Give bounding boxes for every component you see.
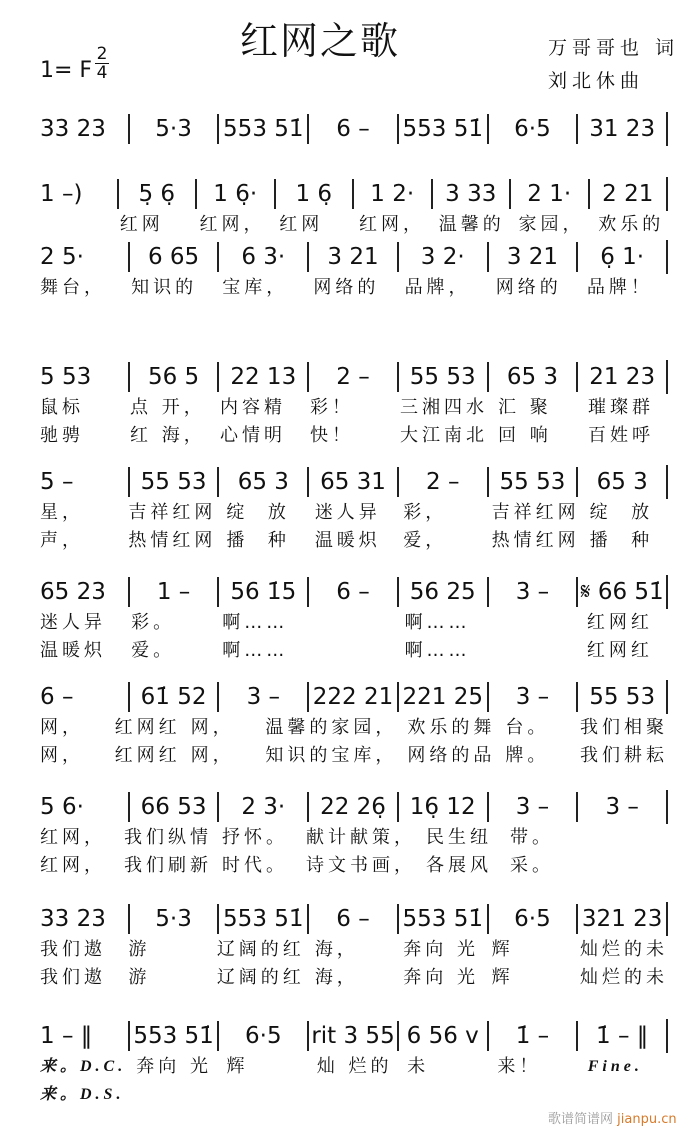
lyric: 红网 — [279, 214, 324, 235]
time-signature — [95, 45, 109, 82]
lyric: 辽阔的红 — [216, 967, 305, 988]
watermark — [548, 1108, 677, 1127]
lyric: 红网 — [119, 214, 164, 235]
lyric: 网， — [40, 745, 84, 766]
lyric: 红网， — [359, 214, 425, 235]
lyric: 民生纽 — [426, 827, 492, 848]
song-title: 红网之歌 — [240, 19, 401, 63]
measure: 5 53 — [40, 364, 92, 390]
lyric-line — [40, 211, 668, 239]
lyric: 啊…… — [404, 640, 471, 661]
lyric — [303, 637, 394, 665]
lyric: 灿烂的未 — [580, 967, 669, 988]
lyric: 未 — [407, 1056, 430, 1077]
measure: 3 21 — [487, 242, 577, 272]
lyric: 来。D.S. — [40, 1086, 125, 1103]
lyric: 鼠标 — [40, 397, 84, 418]
lyric: 牌。 — [505, 745, 550, 766]
score-system — [40, 465, 668, 555]
lyric: 吉祥红网 — [491, 502, 580, 523]
measure: 65 3 — [487, 362, 577, 392]
score-system — [40, 360, 668, 450]
lyric: 温暖炽 — [40, 640, 106, 661]
measure: 56 5 — [128, 362, 218, 392]
lyric: 我们刷新 — [124, 855, 212, 876]
lyric: 网络的 — [313, 277, 380, 298]
measure: 61̇ 52 — [128, 682, 218, 712]
lyric: 我们相聚 — [580, 717, 669, 738]
lyric: 红网红 — [586, 640, 653, 661]
lyric: 来。D.C. — [40, 1058, 127, 1075]
score-system — [40, 112, 668, 146]
time-bottom: 4 — [96, 63, 108, 83]
measure: 22 26̣ — [307, 792, 397, 822]
measure: 3 33 — [431, 179, 510, 209]
lyric: 啊…… — [222, 612, 289, 633]
measure: 6 – — [307, 114, 397, 144]
lyric: 啊…… — [404, 612, 471, 633]
lyric: 宝库， — [222, 277, 289, 298]
lyric — [124, 1081, 215, 1109]
measure: 33 23 — [40, 906, 106, 932]
lyric: 爱。 — [131, 640, 176, 661]
lyric — [303, 609, 394, 637]
measure: 221 25 — [397, 682, 487, 712]
measure: 2 – — [307, 362, 397, 392]
notes-row — [40, 790, 668, 824]
lyric: 璀璨群 — [588, 397, 654, 418]
lyric: 彩！ — [310, 397, 354, 418]
lyric: 台。 — [505, 717, 550, 738]
measure: 1 6̣ — [274, 179, 353, 209]
lyric: 献计献策， — [306, 827, 416, 848]
lyric: 欢乐的 — [598, 214, 665, 235]
measure: 55 53 — [487, 467, 577, 497]
measure: 2 1· — [509, 179, 588, 209]
measure: 6·5 — [487, 114, 577, 144]
lyric: 我们纵情 — [124, 827, 212, 848]
lyric: 温暖炽 — [314, 530, 381, 551]
lyric — [306, 1081, 397, 1109]
notes-row — [40, 240, 668, 274]
lyric-line — [40, 499, 668, 527]
lyricist-credit: 万哥哥也 词 — [548, 37, 680, 59]
lyric: 驰骋 — [40, 425, 84, 446]
lyric: 奔向 光 — [136, 1056, 212, 1077]
lyric — [215, 1081, 306, 1109]
measure: 55 53 — [397, 362, 487, 392]
notes-row — [40, 680, 668, 714]
lyric: 温馨的 — [438, 214, 505, 235]
measure: 66 53 — [128, 792, 218, 822]
lyric-line — [40, 274, 668, 302]
lyric: 红网红 — [114, 717, 181, 738]
measure: 65 31 — [307, 467, 397, 497]
measure: 6 – — [307, 577, 397, 607]
measure: 55 53 — [128, 467, 218, 497]
measure: 5 6· — [40, 794, 84, 820]
lyric — [486, 637, 577, 665]
measure: 6 – — [307, 904, 397, 934]
lyric: 灿 烂的 — [316, 1056, 393, 1077]
lyric: 各展风 — [426, 855, 492, 876]
notes-row — [40, 465, 668, 499]
measure: 3 – — [217, 682, 307, 712]
lyric — [487, 1081, 578, 1109]
lyric: 来！ — [497, 1056, 542, 1077]
lyric-line — [40, 964, 668, 992]
lyric: 品牌， — [404, 277, 471, 298]
measure: 5·3 — [128, 114, 218, 144]
measure: 6·5 — [487, 904, 577, 934]
lyric: 时代。 — [222, 855, 288, 876]
measure: 55 53 — [576, 682, 666, 712]
lyric — [577, 1081, 668, 1109]
lyric: 采。 — [510, 855, 554, 876]
lyric: 海， — [314, 939, 359, 960]
lyric: 点 开， — [130, 397, 206, 418]
watermark-site: jianpu.cn — [617, 1112, 677, 1127]
measure: 6·5 — [217, 1021, 307, 1051]
measure: 22 13 — [217, 362, 307, 392]
lyric: 彩， — [403, 502, 448, 523]
measure: rit 3 55 — [307, 1021, 397, 1051]
lyric: 内容精 — [220, 397, 286, 418]
lyric: 大江南北 — [400, 425, 488, 446]
lyric-line — [40, 527, 668, 555]
measure: 1̇ – — [487, 1021, 577, 1051]
notes-row — [40, 902, 668, 936]
measure: 553 51̇ — [217, 114, 307, 144]
lyric: 迷人异 — [314, 502, 381, 523]
lyric: 爱， — [403, 530, 448, 551]
lyric: 播 种 — [589, 530, 654, 551]
lyric: 网络的 — [495, 277, 562, 298]
measure: 1 2· — [352, 179, 431, 209]
measure: 5̣ 6̣ — [117, 179, 196, 209]
lyric: 舞台， — [40, 277, 106, 298]
lyric: 心情明 — [220, 425, 286, 446]
lyric: 网， — [190, 745, 235, 766]
notes-row — [40, 112, 668, 146]
lyric: 我们耕耘 — [580, 745, 669, 766]
measure: 2 3· — [217, 792, 307, 822]
lyric: 知识的 — [131, 277, 198, 298]
measure: 21 23 — [576, 362, 666, 392]
lyric: 海， — [314, 967, 359, 988]
measure: 56 25 — [397, 577, 487, 607]
lyric: 回 响 — [498, 425, 552, 446]
lyric: 红 海， — [130, 425, 206, 446]
measure: 16̣ 12 — [397, 792, 487, 822]
composer-credit: 刘北休曲 — [548, 70, 645, 92]
lyric: 网， — [190, 717, 235, 738]
measure: 321 23 — [576, 904, 666, 934]
lyric: 奔向 光 — [403, 967, 479, 988]
measure: 1 –) — [40, 181, 83, 207]
measure: 3 – — [487, 682, 577, 712]
lyric: 灿烂的未 — [580, 939, 669, 960]
lyric: 品牌！ — [586, 277, 653, 298]
score-system — [40, 680, 668, 770]
lyric: 诗文书画， — [306, 855, 416, 876]
lyric: 三湘四水 — [400, 397, 488, 418]
lyric-line — [40, 714, 668, 742]
measure: 2 – — [397, 467, 487, 497]
lyric: 热情红网 — [128, 530, 217, 551]
measure: 1 6̣· — [195, 179, 274, 209]
lyric-line — [40, 1081, 668, 1109]
lyric: 红网红 — [586, 612, 653, 633]
time-top: 2 — [96, 44, 108, 64]
lyric: 带。 — [510, 827, 554, 848]
measure: 3 – — [487, 577, 577, 607]
lyric: 热情红网 — [491, 530, 580, 551]
measure: 56 1̇5 — [217, 577, 307, 607]
lyric-line — [40, 936, 668, 964]
lyric: 奔向 光 — [403, 939, 479, 960]
measure: 65 3 — [576, 467, 666, 497]
measure: 6 3· — [217, 242, 307, 272]
lyric: 网， — [40, 717, 84, 738]
score-system — [40, 575, 668, 665]
measure: 1̇ – ‖ — [576, 1021, 666, 1051]
lyric — [40, 211, 110, 239]
measure: 6 – — [40, 684, 74, 710]
measure: 6 56 v — [397, 1021, 487, 1051]
lyric-line — [40, 1053, 668, 1081]
lyric: 红网红 — [114, 745, 181, 766]
lyric: 辉 — [491, 967, 514, 988]
measure: 5·3 — [128, 904, 218, 934]
notes-row — [40, 360, 668, 394]
lyric: 快！ — [310, 425, 354, 446]
lyric: 播 种 — [226, 530, 290, 551]
measure: 3 2· — [397, 242, 487, 272]
measure: 553 51̇ — [217, 904, 307, 934]
lyric: 彩。 — [131, 612, 176, 633]
lyric: 温馨的家园， — [265, 717, 398, 738]
measure: 2 21 — [588, 179, 667, 209]
watermark-text: 歌谱简谱网 — [548, 1112, 614, 1127]
measure: 65 23 — [40, 579, 106, 605]
measure: 2 5· — [40, 244, 84, 270]
lyric: 辉 — [491, 939, 514, 960]
lyric-line — [40, 394, 668, 422]
lyric-line — [40, 422, 668, 450]
lyric: 绽 放 — [226, 502, 290, 523]
lyric — [486, 609, 577, 637]
measure: 6 65 — [128, 242, 218, 272]
measure: 3 – — [487, 792, 577, 822]
lyric: 绽 放 — [589, 502, 654, 523]
lyric: 抒怀。 — [222, 827, 288, 848]
lyric-line — [40, 637, 668, 665]
lyric: 星， — [40, 502, 84, 523]
lyric-line — [40, 609, 668, 637]
score-system — [40, 240, 668, 302]
measure: 222 21 — [307, 682, 397, 712]
lyric: 我们遨 — [40, 967, 106, 988]
lyric: 红网， — [199, 214, 266, 235]
measure: 𝄋 66 51̇ — [576, 577, 666, 607]
lyric — [584, 824, 668, 852]
lyric: 欢乐的舞 — [407, 717, 496, 738]
lyric: 百姓呼 — [588, 425, 654, 446]
lyric: 我们遨 — [40, 939, 106, 960]
lyric: Fine. — [587, 1058, 643, 1075]
measure: 3 21 — [307, 242, 397, 272]
measure: 553 51̇ — [397, 904, 487, 934]
lyric: 知识的宝库， — [265, 745, 398, 766]
score-system — [40, 177, 668, 239]
measure: 33 23 — [40, 116, 106, 142]
measure: 3 – — [576, 792, 666, 822]
score-system — [40, 790, 668, 880]
measure: 6̣ 1· — [576, 242, 666, 272]
notes-row — [40, 575, 668, 609]
lyric: 声， — [40, 530, 84, 551]
lyric: 红网， — [40, 827, 106, 848]
measure: 1 – — [128, 577, 218, 607]
lyric: 啊…… — [222, 640, 289, 661]
lyric: 游 — [128, 967, 151, 988]
key-signature: 1= F — [40, 58, 93, 83]
measure: 31 23 — [576, 114, 666, 144]
measure: 553 51̇ — [397, 114, 487, 144]
measure: 1 – ‖ — [40, 1023, 93, 1049]
lyric: 家园， — [518, 214, 585, 235]
lyric: 吉祥红网 — [128, 502, 217, 523]
lyric-line — [40, 824, 668, 852]
score-system — [40, 1019, 668, 1109]
notes-row — [40, 177, 668, 211]
lyric-line — [40, 742, 668, 770]
measure: 553 51̇ — [128, 1021, 218, 1051]
measure: 65 3 — [217, 467, 307, 497]
lyric: 辉 — [226, 1056, 249, 1077]
lyric: 汇 聚 — [498, 397, 552, 418]
lyric: 迷人异 — [40, 612, 106, 633]
lyric: 红网， — [40, 855, 106, 876]
lyric: 网络的品 — [407, 745, 496, 766]
lyric: 辽阔的红 — [216, 939, 305, 960]
lyric-line — [40, 852, 668, 880]
lyric — [584, 852, 668, 880]
score-system — [40, 902, 668, 992]
lyric: 游 — [128, 939, 151, 960]
notes-row — [40, 1019, 668, 1053]
measure: 5 – — [40, 469, 74, 495]
lyric — [396, 1081, 487, 1109]
